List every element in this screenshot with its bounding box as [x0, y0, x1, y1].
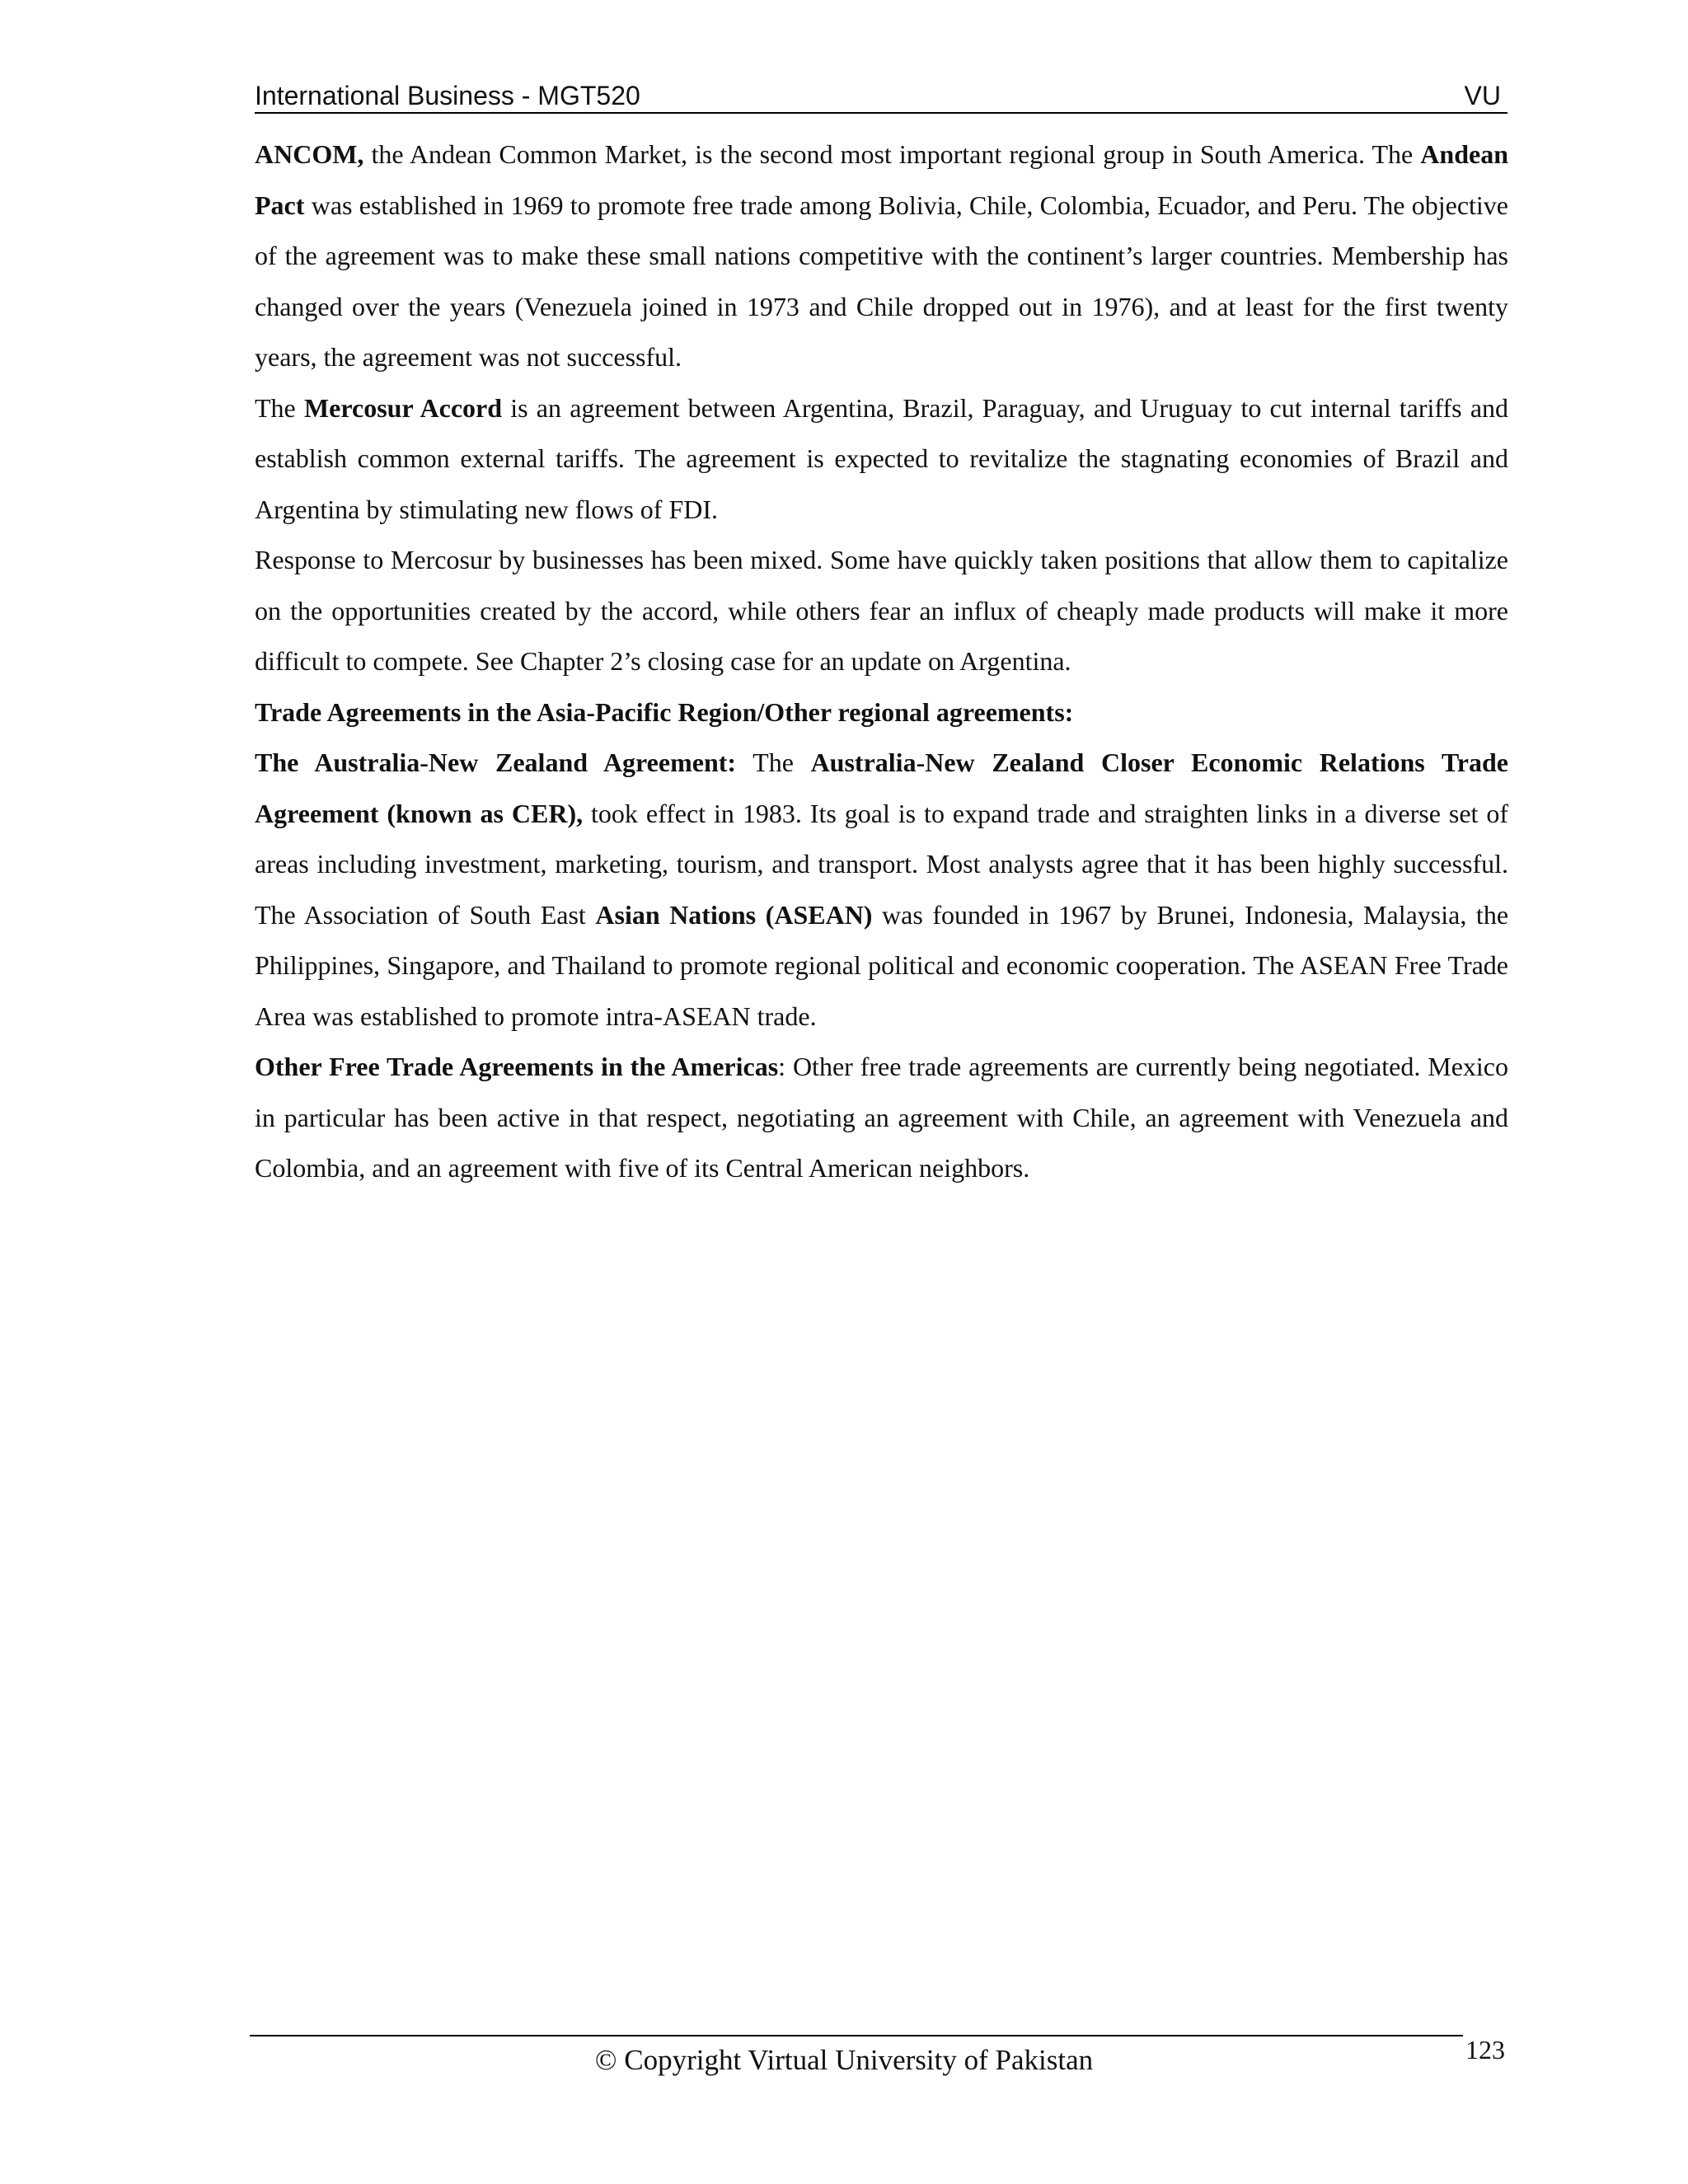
text-run: Australia-New Zealand Closer Economic Relations Trade Agreement (known as CER), — [255, 748, 1508, 828]
text-run: Trade Agreements in the Asia-Pacific Region/Other regional agreements: — [255, 696, 1074, 727]
text-run: Other Free Trade Agreements in the Americas — [255, 1052, 779, 1081]
text-run: Andean Pact — [255, 139, 1508, 220]
text-run: was established in 1969 to promote free trade among Bolivia, Chile, Colombia, Ecuador, and Peru. The objective of the agreement was to make these small nations competitive with the continent’s larger countries. Membership has changed over the years (Venezuela joined in 1973 and Chile dropped out in 1976), and at least for the first twenty years, the agreement was not successful. — [255, 190, 1508, 372]
text-run: was founded in 1967 by Brunei, Indonesia, Malaysia, the Philippines, Singapore, and Thailand to promote regional political and economic cooperation. The ASEAN Free Trade Area was established to promote intra-ASEAN trade. — [255, 899, 1509, 1031]
paragraph-australia-new-zealand — [255, 738, 1508, 1042]
text-run: Asian Nations (ASEAN) — [595, 899, 873, 930]
course-title: International Business - MGT520 — [255, 81, 640, 110]
section-heading-asia-pacific — [255, 687, 1508, 738]
copyright-notice: © Copyright Virtual University of Pakistan — [594, 2044, 1094, 2076]
text-run: The — [736, 748, 811, 777]
text-run: ANCOM, — [255, 139, 364, 169]
text-run: Response to Mercosur by businesses has been mixed. Some have quickly taken positions that allow them to capitalize on the opportunities created by the accord, while others fear an influx of cheaply made products will make it more difficult to compete. See Chapter 2’s closing case for an update on Argentina. — [255, 545, 1508, 676]
paragraph-mercosur-accord — [255, 383, 1508, 536]
institution-abbr: VU — [1464, 81, 1501, 110]
text-run: the Andean Common Market, is the second most important regional group in South America. The — [363, 139, 1421, 169]
text-run: The — [255, 392, 304, 423]
paragraph-mercosur-response — [255, 535, 1508, 687]
footer-divider — [250, 2035, 1463, 2036]
text-run: The Australia-New Zealand Agreement: — [255, 748, 737, 777]
paragraph-other-americas — [255, 1042, 1508, 1194]
page-number: 123 — [1465, 2035, 1505, 2064]
text-run: Mercosur Accord — [303, 392, 503, 423]
page-header — [255, 79, 1507, 114]
text-run: took effect in 1983. Its goal is to expand trade and straighten links in a diverse set of areas including investment, marketing, tourism, and transport. Most analysts agree that it has been highly successful. The Association of South East — [255, 798, 1508, 930]
document-body — [255, 129, 1508, 1194]
text-run: : Other free trade agreements are currently being negotiated. Mexico in particular has been active in that respect, negotiating an agreement with Chile, an agreement with Venezuela and Colombia, and an agreement with five of its Central American neighbors. — [255, 1052, 1509, 1183]
text-run: is an agreement between Argentina, Brazil, Paraguay, and Uruguay to cut internal tariffs and establish common external tariffs. The agreement is expected to revitalize the stagnating economies of Brazil and Argentina by stimulating new flows of FDI. — [255, 392, 1509, 524]
paragraph-ancom — [255, 129, 1508, 383]
